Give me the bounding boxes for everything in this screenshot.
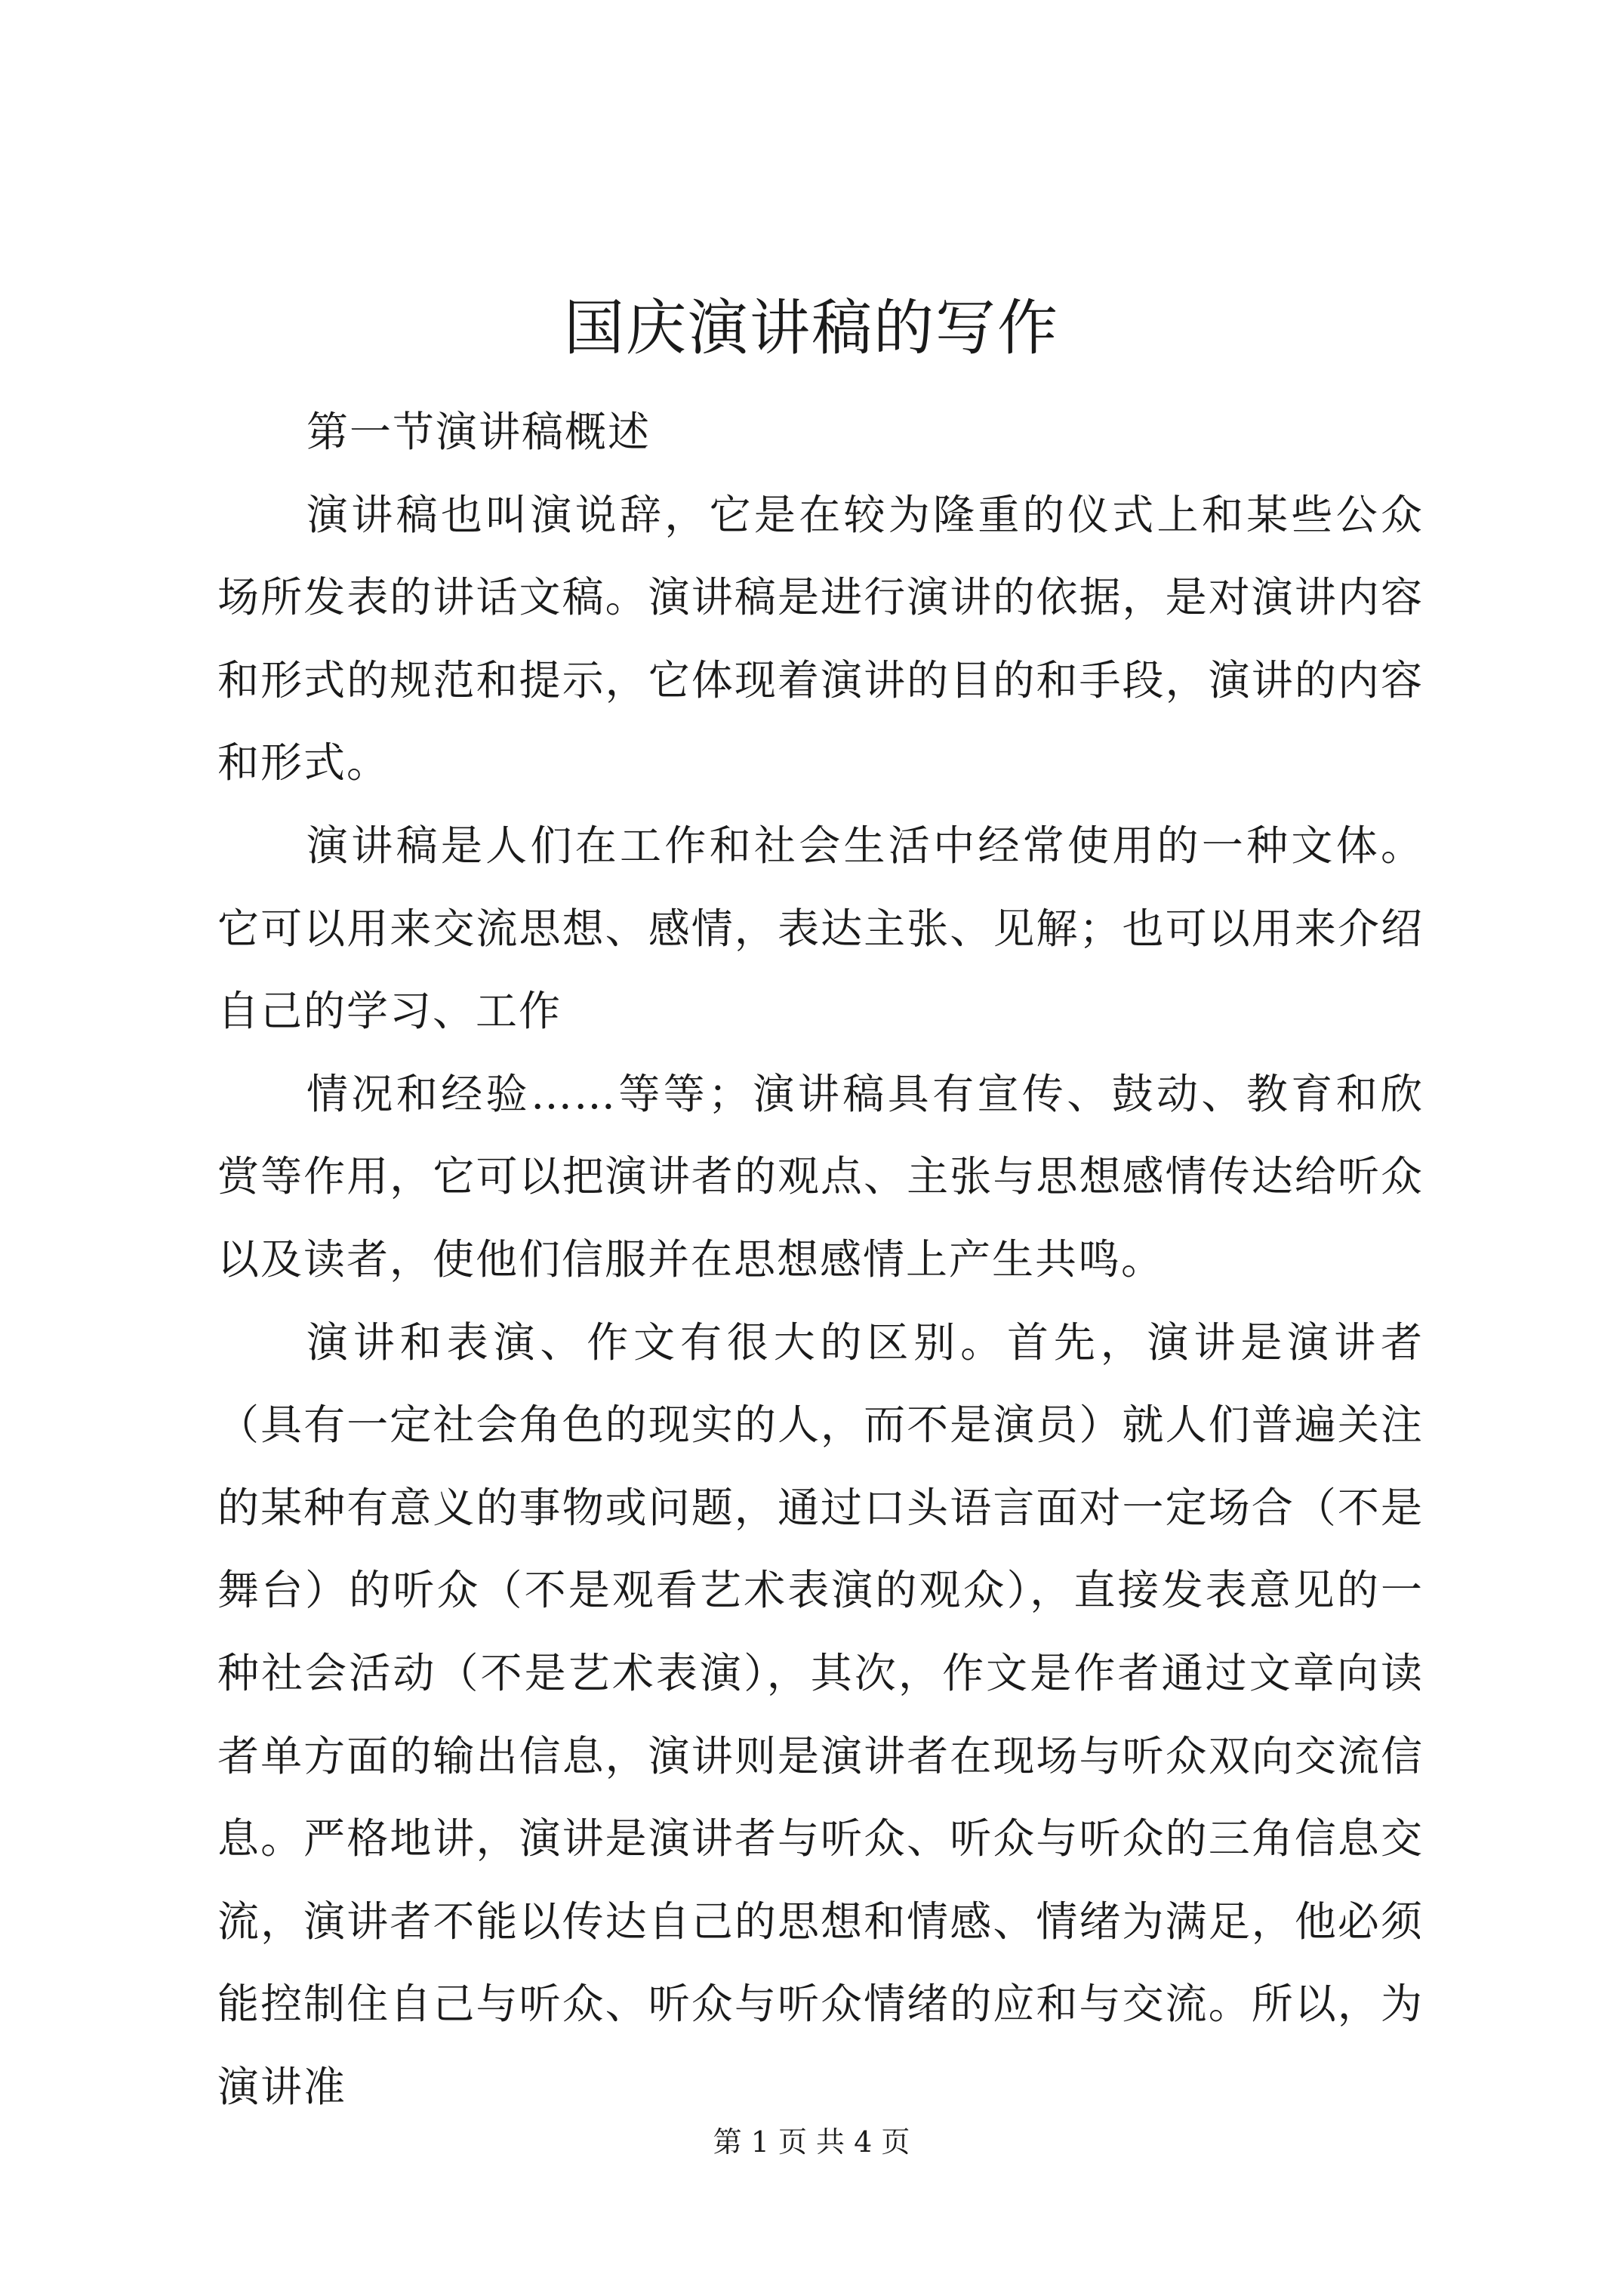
paragraph: 情况和经验……等等；演讲稿具有宣传、鼓动、教育和欣赏等作用，它可以把演讲者的观点、主张与思想感情传达给听众以及读者，使他们信服并在思想感情上产生共鸣。 [217, 1069, 1424, 1284]
document-title: 国庆演讲稿的写作 [564, 293, 1059, 363]
paragraph: 演讲和表演、作文有很大的区别。首先，演讲是演讲者（具有一定社会角色的现实的人，而不是演员）就人们普遍关注的某种有意义的事物或问题，通过口头语言面对一定场合（不是舞台）的听众（不是观看艺术表演的观众），直接发表意见的一种社会活动（不是艺术表演），其次，作文是作者通过文章向读者单方面的输出信息，演讲则是演讲者在现场与听众双向交流信息。严格地讲，演讲是演讲者与听众、听众与听众的三角信息交流，演讲者不能以传达自己的思想和情感、情绪为满足，他必须能控制住自己与听众、听众与听众情绪的应和与交流。所以，为演讲准 [217, 1318, 1424, 2111]
paragraph: 演讲稿是人们在工作和社会生活中经常使用的一种文体。它可以用来交流思想、感情，表达主张、见解；也可以用来介绍自己的学习、工作 [217, 821, 1424, 1036]
paragraph: 演讲稿也叫演说辞，它是在较为隆重的仪式上和某些公众场所发表的讲话文稿。演讲稿是进行演讲的依据，是对演讲内容和形式的规范和提示，它体现着演讲的目的和手段，演讲的内容和形式。 [217, 490, 1424, 787]
document-body [217, 391, 1424, 2128]
page-number-footer: 第 1 页 共 4 页 [713, 2125, 910, 2159]
section-heading: 第一节演讲稿概述 [306, 408, 651, 456]
